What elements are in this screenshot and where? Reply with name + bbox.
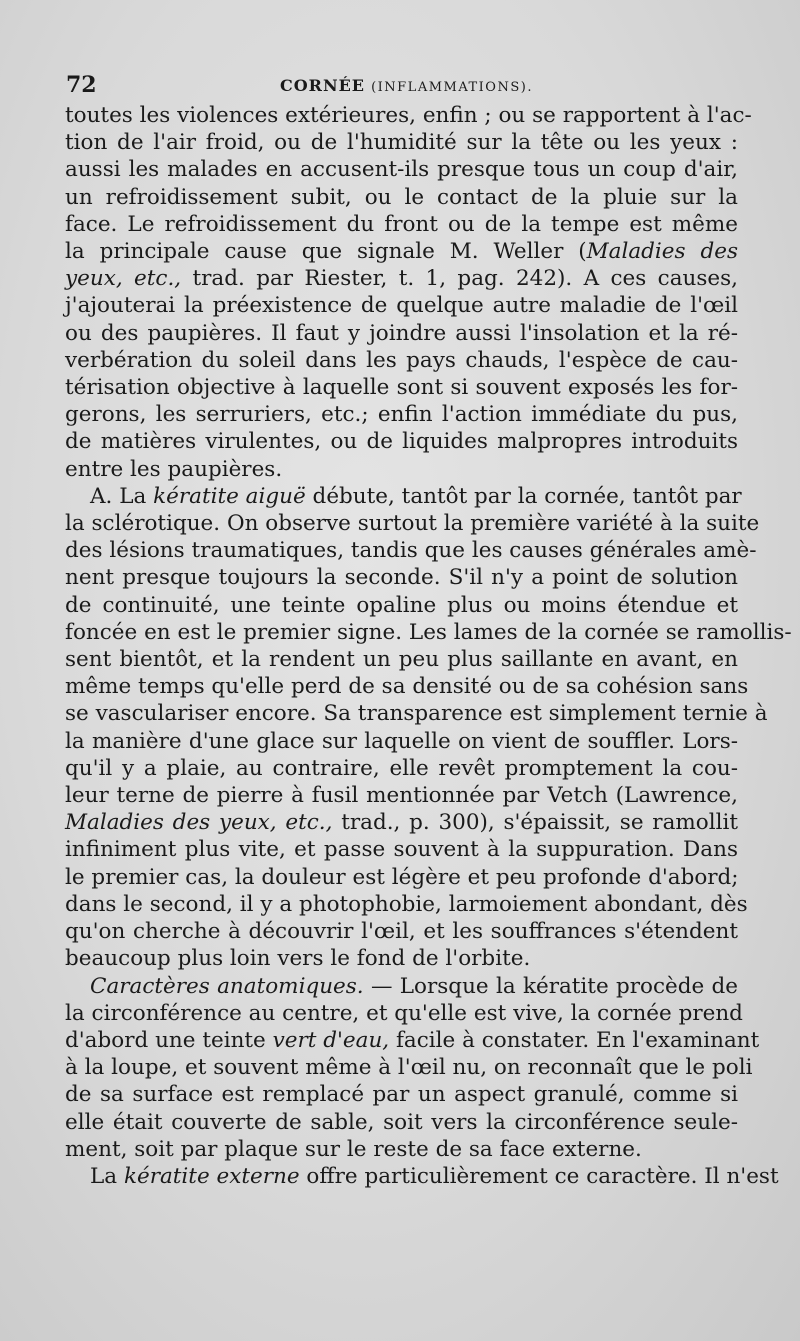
text-segment: des lésions traumatiques, tandis que les causes générales amè- xyxy=(65,538,757,564)
text-line xyxy=(65,1054,753,1081)
text-line xyxy=(65,537,757,564)
text-line xyxy=(65,673,749,700)
text-line xyxy=(65,973,738,1000)
page-number: 72 xyxy=(66,72,97,98)
text-line xyxy=(65,1109,738,1136)
text-line xyxy=(65,755,738,782)
text-line xyxy=(65,483,742,510)
italic-text: vert d'eau, xyxy=(272,1027,390,1053)
text-line xyxy=(65,864,738,891)
text-line xyxy=(65,510,760,537)
text-line xyxy=(65,592,738,619)
text-segment: beaucoup plus loin vers le fond de l'orbite. xyxy=(65,946,531,972)
italic-text: Maladies des yeux, etc., xyxy=(65,810,333,836)
text-segment: ment, soit par plaque sur le reste de sa face externe. xyxy=(65,1136,642,1162)
text-line xyxy=(65,1027,760,1054)
text-segment: elle était couverte de sable, soit vers la circonférence seule- xyxy=(65,1109,738,1135)
text-line xyxy=(65,782,738,809)
text-line xyxy=(65,374,738,401)
text-segment: — Lorsque la kératite procède de xyxy=(363,973,739,999)
text-segment: de matières virulentes, ou de liquides malpropres introduits xyxy=(65,429,738,455)
text-line xyxy=(65,564,738,591)
italic-text: Maladies des xyxy=(586,239,738,265)
text-segment: infiniment plus vite, et passe souvent à la suppuration. Dans xyxy=(65,837,738,863)
text-segment: qu'on cherche à découvrir l'œil, et les souffrances s'étendent xyxy=(65,919,738,945)
text-line xyxy=(65,320,738,347)
text-segment: j'ajouterai la préexistence de quelque autre maladie de l'œil xyxy=(65,293,738,319)
text-segment: à la loupe, et souvent même à l'œil nu, on reconnaît que le poli xyxy=(65,1055,753,1081)
text-segment: La xyxy=(90,1163,124,1189)
text-line xyxy=(65,728,738,755)
text-segment: ou des paupières. Il faut y joindre aussi l'insolation et la ré- xyxy=(65,320,738,346)
text-line xyxy=(65,156,738,183)
italic-text: Caractères anatomiques. xyxy=(90,973,364,999)
text-segment: même temps qu'elle perd de sa densité ou de sa cohésion sans xyxy=(65,674,749,700)
text-line xyxy=(65,265,738,292)
text-segment: débute, tantôt par la cornée, tantôt par xyxy=(305,483,742,509)
body-text xyxy=(65,102,792,1190)
text-segment: trad. par Riester, t. 1, pag. 242). A ces causes, xyxy=(181,266,738,292)
page-header xyxy=(66,72,740,102)
text-line xyxy=(65,401,738,428)
text-segment: qu'il y a plaie, au contraire, elle revêt promptement la cou- xyxy=(65,755,738,781)
text-segment: aussi les malades en accusent-ils presque tous un coup d'air, xyxy=(65,157,738,183)
text-segment: la circonférence au centre, et qu'elle est vive, la cornée prend xyxy=(65,1000,743,1026)
text-segment: d'abord une teinte xyxy=(65,1027,273,1053)
text-line xyxy=(65,428,738,455)
text-segment: de sa surface est remplacé par un aspect granulé, comme si xyxy=(65,1082,738,1108)
text-segment: trad., p. 300), s'épaissit, se ramollit xyxy=(332,810,738,836)
text-segment: A. La xyxy=(90,483,154,509)
text-line xyxy=(65,102,752,129)
text-segment: nent presque toujours la seconde. S'il n'y a point de solution xyxy=(65,565,738,591)
text-segment: se vasculariser encore. Sa transparence est simplement ternie à xyxy=(65,701,768,727)
text-segment: facile à constater. En l'examinant xyxy=(389,1027,760,1053)
text-line xyxy=(65,836,738,863)
text-line xyxy=(65,646,738,673)
text-segment: térisation objective à laquelle sont si souvent exposés les for- xyxy=(65,375,738,401)
running-head-main: CORNÉE xyxy=(280,76,365,95)
text-line xyxy=(65,211,738,238)
text-line xyxy=(65,184,738,211)
text-segment: de continuité, une teinte opaline plus ou moins étendue et xyxy=(65,592,738,618)
text-line xyxy=(65,619,792,646)
text-line xyxy=(65,347,738,374)
text-line xyxy=(65,891,748,918)
text-line xyxy=(65,129,738,156)
text-segment: toutes les violences extérieures, enfin ; ou se rapportent à l'ac- xyxy=(65,103,752,128)
text-segment: la principale cause que signale M. Weller ( xyxy=(65,239,587,265)
text-line xyxy=(65,1081,738,1108)
text-segment: la sclérotique. On observe surtout la première variété à la suite xyxy=(65,511,760,537)
running-head xyxy=(280,76,533,95)
text-segment: la manière d'une glace sur laquelle on vient de souffler. Lors- xyxy=(65,728,738,754)
text-line xyxy=(65,945,738,972)
running-head-sub: (INFLAMMATIONS). xyxy=(371,80,533,95)
italic-text: kératite aiguë xyxy=(153,483,306,509)
text-line xyxy=(65,292,738,319)
text-line xyxy=(65,456,738,483)
italic-text: yeux, etc., xyxy=(65,266,182,292)
text-segment: offre particulièrement ce caractère. Il n'est xyxy=(299,1163,779,1189)
text-segment: verbération du soleil dans les pays chauds, l'espèce de cau- xyxy=(65,347,738,373)
text-segment: foncée en est le premier signe. Les lames de la cornée se ramollis- xyxy=(65,619,792,645)
text-segment: gerons, les serruriers, etc.; enfin l'action immédiate du pus, xyxy=(65,402,738,428)
text-segment: leur terne de pierre à fusil mentionnée par Vetch (Lawrence, xyxy=(65,783,738,809)
text-segment: un refroidissement subit, ou le contact de la pluie sur la xyxy=(65,184,738,210)
text-segment: le premier cas, la douleur est légère et peu profonde d'abord; xyxy=(65,864,739,890)
text-segment: face. Le refroidissement du front ou de la tempe est même xyxy=(65,211,738,237)
text-line xyxy=(65,1163,779,1190)
text-segment: sent bientôt, et la rendent un peu plus saillante en avant, en xyxy=(65,647,738,673)
text-line xyxy=(65,1136,738,1163)
italic-text: kératite externe xyxy=(123,1163,300,1189)
text-line xyxy=(65,809,738,836)
text-line xyxy=(65,238,738,265)
text-line xyxy=(65,700,768,727)
text-line xyxy=(65,918,738,945)
text-line xyxy=(65,1000,743,1027)
text-segment: tion de l'air froid, ou de l'humidité sur la tête ou les yeux : xyxy=(65,130,738,156)
text-segment: dans le second, il y a photophobie, larmoiement abondant, dès xyxy=(65,891,748,917)
text-segment: entre les paupières. xyxy=(65,456,283,482)
